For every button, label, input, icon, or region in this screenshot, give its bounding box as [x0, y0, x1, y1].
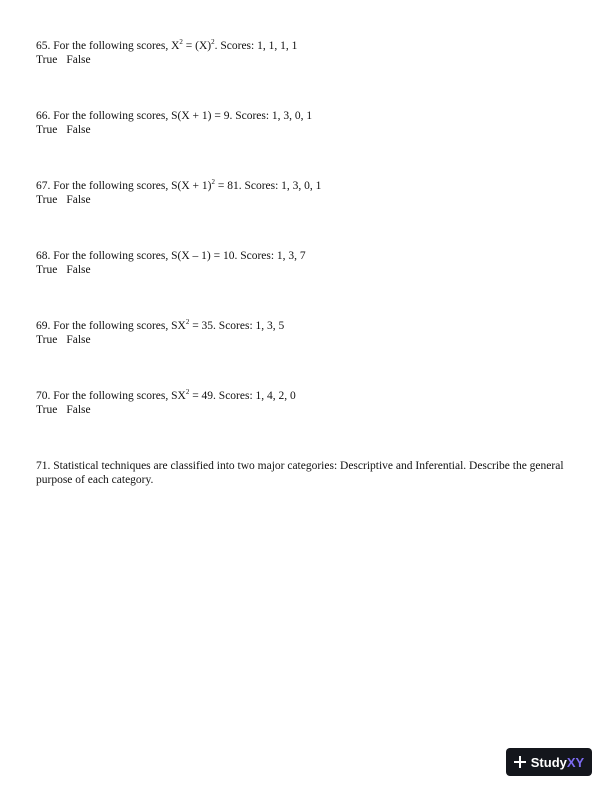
question-68: [36, 249, 576, 277]
true-option: True: [36, 194, 58, 206]
question-text: 71. Statistical techniques are classified into two major categories: Descriptive and Inferential. Describe the general purpose of each category.: [36, 460, 564, 486]
question-66: [36, 109, 576, 137]
false-option: False: [66, 54, 91, 66]
question-text: 67. For the following scores, $S(X + 1)^2 = 81$. Scores: 1, 3, 0, 1: [36, 178, 322, 192]
question-67: [36, 179, 576, 207]
question-70: [36, 389, 576, 417]
question-text: 66. For the following scores, S(X + 1) = 9. Scores: 1, 3, 0, 1: [36, 110, 313, 122]
true-option: True: [36, 124, 58, 136]
false-option: False: [66, 334, 91, 346]
question-text: 65. For the following scores, $X^2 = (X)^2$. Scores: 1, 1, 1, 1: [36, 38, 298, 52]
true-option: True: [36, 334, 58, 346]
question-69: [36, 319, 576, 347]
true-option: True: [36, 264, 58, 276]
question-65: [36, 39, 576, 67]
question-71: [36, 459, 576, 487]
question-text: 68. For the following scores, S(X – 1) = 10. Scores: 1, 3, 7: [36, 250, 306, 262]
question-text: 70. For the following scores, $SX^2 = 49$. Scores: 1, 4, 2, 0: [36, 388, 296, 402]
studyxy-badge[interactable]: [506, 748, 592, 776]
brand-main: Study: [530, 754, 567, 770]
true-option: True: [36, 404, 58, 416]
plus-icon: [514, 756, 526, 768]
true-option: True: [36, 54, 58, 66]
false-option: False: [66, 404, 91, 416]
false-option: False: [66, 264, 91, 276]
false-option: False: [66, 194, 91, 206]
false-option: False: [66, 124, 91, 136]
brand-accent: XY: [566, 754, 585, 770]
question-text: 69. For the following scores, $SX^2 = 35$. Scores: 1, 3, 5: [36, 318, 285, 332]
